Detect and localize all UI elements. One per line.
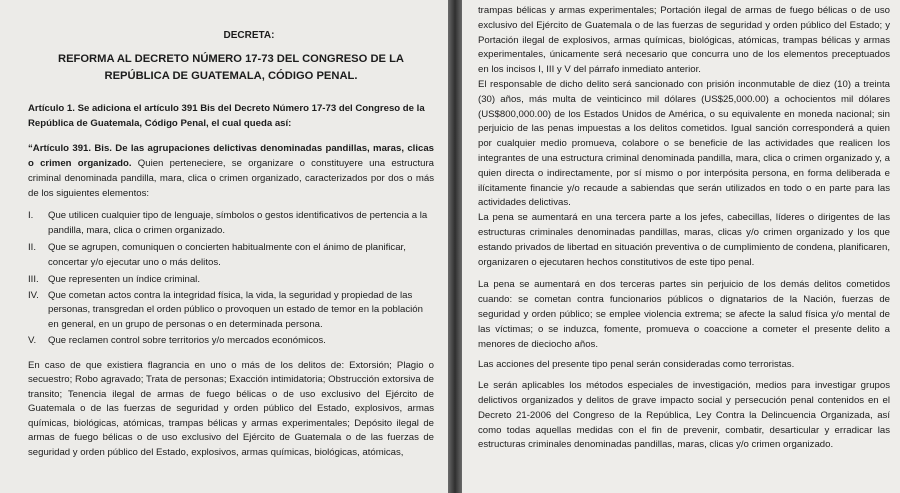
list-item <box>28 334 434 349</box>
list-item-text: Que cometan actos contra la integridad física, la vida, la seguridad y propiedad de las personas, transgredan el orden público o provoquen un estado de temor en la población en general, en un grupo de personas o en determinada persona. <box>48 289 423 330</box>
paragraph-terrorism: Las acciones del presente tipo penal serán consideradas como terroristas. <box>478 359 795 371</box>
right-document-page <box>462 0 900 493</box>
article-391-bis <box>28 141 434 201</box>
decreta-heading: DECRETA: <box>223 30 275 41</box>
list-item-number: III. <box>28 274 39 285</box>
page-gutter <box>448 0 462 493</box>
list-item-text: Que reclamen control sobre territorios y/o mercados económicos. <box>48 335 326 346</box>
paragraph-aggravation-leaders: La pena se aumentará en una tercera parte a los jefes, cabecillas, líderes o dirigentes de las estructuras criminales denominadas pandillas, maras, clicas y/o crimen organizado y los que estando privados de libertad en situación preventiva o de cumplimiento de condena, planificaren, organizaren o ejecutaren hechos constitutivos de este tipo penal. <box>478 212 890 268</box>
list-item-text: Que utilicen cualquier tipo de lenguaje, símbolos o gestos identificativos de pertencia a la pandilla, mara, clica o crimen organizado. <box>48 210 428 236</box>
left-document-page <box>0 0 448 493</box>
list-item <box>28 273 434 288</box>
list-item <box>28 209 434 238</box>
paragraph-aggravation-two-thirds: La pena se aumentará en dos terceras partes sin perjuicio de los demás delitos cometidos cuando: se cometan contra funcionarios públicos o dignatarios de la Nación, fuerzas de seguridad y orden público; se emplee violencia extrema; se afecte la salud física y/o mental de las víctimas; o se induzca, fomente, promueva o coaccione a cometer el presente delito a menores de dieciocho años. <box>478 279 890 350</box>
paragraph-investigation-methods: Le serán aplicables los métodos especiales de investigación, medios para investigar grupos delictivos organizados y delitos de grave impacto social y persecución penal contenidos en el Decreto 21-2006 del Congreso de la República, Ley Contra la Delincuencia Organizada, así como todas aquellas medidas con el fin de prevenir, combatir, desarticular y erradicar las estructuras criminales denominadas pandillas, maras, clicas y/o crimen organizado. <box>478 380 890 451</box>
article-391-heading: “Artículo 391. Bis. De las agrupaciones delictivas denominadas pandillas, maras, clicas o crimen organizado. <box>28 143 434 169</box>
list-item-number: I. <box>28 210 34 221</box>
list-item <box>28 241 434 270</box>
list-item-number: II. <box>28 242 36 253</box>
list-item-text: Que representen un índice criminal. <box>48 274 200 285</box>
list-item <box>28 289 434 333</box>
flagrancia-paragraph: En caso de que existiera flagrancia en uno o más de los delitos de: Extorsión; Plagio o secuestro; Robo agravado; Trata de personas; Exacción intimidatoria; Obstrucción extorsiva de transito; Tenencia ilegal de armas de fuego bélicas o de uso exclusivo del Ejército de Guatemala o de las fuerzas de seguridad y orden público del Estado, explosivos, armas químicas, biológicas, atómicas, trampas bélicas y armas experimentales; Depósito ilegal de armas de fuego bélicas o de uso exclusivo del Ejército de Guatemala o de las fuerzas de seguridad y orden público del Estado, explosivos, armas químicas, biológicas, atómicas, <box>28 359 434 459</box>
list-item-number: V. <box>28 335 37 346</box>
decree-title: REFORMA AL DECRETO NÚMERO 17-73 DEL CONGRESO DE LA REPÚBLICA DE GUATEMALA, CÓDIGO PENAL. <box>57 53 405 82</box>
article-391-body: Quien perteneciere, se organizare o constituyere una estructura criminal denominada pandilla, mara, clica o crimen organizado, caracterizados por dos o más de los siguientes elementos: <box>28 158 434 199</box>
elements-list <box>28 209 434 349</box>
article-1: Artículo 1. Se adiciona el artículo 391 Bis del Decreto Número 17-73 del Congreso de la República de Guatemala, Código Penal, el cual queda así: <box>28 103 425 129</box>
list-item-text: Que se agrupen, comuniquen o concierten habitualmente con el ánimo de planificar, concertar y/o ejecutar uno o más delitos. <box>48 242 406 268</box>
list-item-number: IV. <box>28 289 39 301</box>
paragraph-continuation: trampas bélicas y armas experimentales; Portación ilegal de armas de fuego bélicas o de uso exclusivo del Ejército de Guatemala o de las fuerzas de seguridad y orden público del Estado; y Portación ilegal de explosivos, armas químicas, biológicas, atómicas, trampas bélicas y armas experimentales, únicamente será necesario que concurra uno de los elementos preceptuados en los incisos I, III y V del párrafo inmediato anterior. <box>478 5 890 76</box>
paragraph-sanction: El responsable de dicho delito será sancionado con prisión inconmutable de diez (10) a treinta (30) años, más multa de veinticinco mil dólares (US$25,000.00) a ochocientos mil dólares (US$800,000.00) de los Estados Unidos de América, o su equivalente en moneda nacional; sin perjuicio de las penas impuestas a los delitos cometidos. Igual sanción corresponderá a quien por cualquier medio promueva, colabore o se beneficie de las actividades que realicen los integrantes de una estructura criminal denominada pandilla, mara, clica o crimen organizado y, a quien directa o indirectamente, por sí mismo o por interpósita persona, en forma deliberada e ilícitamente financie y/o recaude a sabiendas que serán utilizados en todo o en parte para las actividades delictivas. <box>478 78 890 209</box>
